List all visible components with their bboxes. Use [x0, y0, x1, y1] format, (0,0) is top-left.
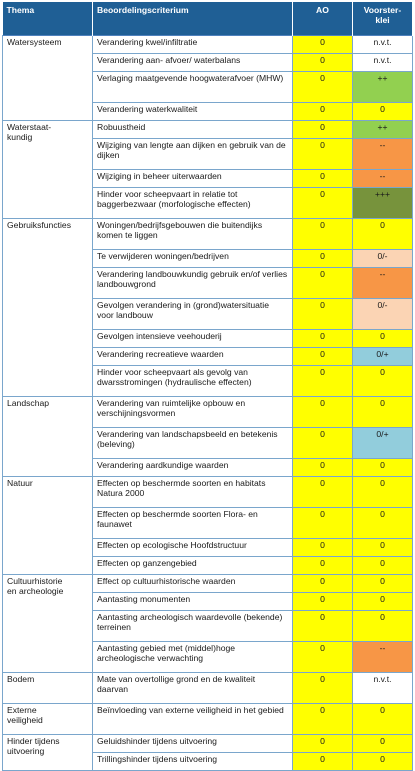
criterium-cell: Verandering landbouwkundig gebruik en/of verlies landbouwgrond [93, 268, 293, 299]
voorsterklei-score-cell: +++ [353, 188, 413, 219]
criterium-cell: Effecten op beschermde soorten Flora- en faunawet [93, 508, 293, 539]
ao-score-cell: 0 [293, 348, 353, 366]
criterium-cell: Robuustheid [93, 121, 293, 139]
theme-cell: Cultuurhistorie en archeologie [3, 575, 93, 673]
table-row [3, 575, 413, 593]
table-row [3, 36, 413, 54]
voorsterklei-score-cell: 0 [353, 397, 413, 428]
voorsterklei-score-cell: 0 [353, 508, 413, 539]
voorsterklei-score-cell: 0 [353, 477, 413, 508]
voorsterklei-score-cell: 0 [353, 611, 413, 642]
criterium-cell: Aantasting monumenten [93, 593, 293, 611]
table-row [3, 219, 413, 250]
criterium-cell: Verandering van landschapsbeeld en betekenis (beleving) [93, 428, 293, 459]
ao-score-cell: 0 [293, 575, 353, 593]
table-body [3, 36, 413, 771]
criterium-cell: Aantasting gebied met (middel)hoge archeologische verwachting [93, 642, 293, 673]
theme-cell: Landschap [3, 397, 93, 477]
criterium-cell: Mate van overtollige grond en de kwaliteit daarvan [93, 673, 293, 704]
ao-score-cell: 0 [293, 330, 353, 348]
ao-score-cell: 0 [293, 103, 353, 121]
table-row [3, 673, 413, 704]
ao-score-cell: 0 [293, 753, 353, 771]
table-row [3, 397, 413, 428]
criterium-cell: Gevolgen intensieve veehouderij [93, 330, 293, 348]
voorsterklei-score-cell: 0 [353, 575, 413, 593]
ao-score-cell: 0 [293, 170, 353, 188]
ao-score-cell: 0 [293, 508, 353, 539]
voorsterklei-score-cell: ++ [353, 121, 413, 139]
criterium-cell: Verlaging maatgevende hoogwaterafvoer (MHW) [93, 72, 293, 103]
voorsterklei-score-cell: 0 [353, 704, 413, 735]
criterium-cell: Effecten op ecologische Hoofdstructuur [93, 539, 293, 557]
ao-score-cell: 0 [293, 459, 353, 477]
voorsterklei-score-cell: 0 [353, 753, 413, 771]
criterium-cell: Effecten op ganzengebied [93, 557, 293, 575]
criterium-cell: Verandering van ruimtelijke opbouw en verschijningsvormen [93, 397, 293, 428]
voorsterklei-score-cell: -- [353, 268, 413, 299]
voorsterklei-score-cell: 0/+ [353, 428, 413, 459]
voorsterklei-score-cell: -- [353, 642, 413, 673]
ao-score-cell: 0 [293, 557, 353, 575]
table-row [3, 121, 413, 139]
table-header-row [3, 2, 413, 36]
criterium-cell: Effecten op beschermde soorten en habitats Natura 2000 [93, 477, 293, 508]
criterium-cell: Verandering waterkwaliteit [93, 103, 293, 121]
header-voorsterklei: Voorster- klei [353, 2, 413, 36]
assessment-table [2, 2, 413, 771]
criterium-cell: Verandering kwel/infiltratie [93, 36, 293, 54]
criterium-cell: Hinder voor scheepvaart in relatie tot baggerbezwaar (morfologische effecten) [93, 188, 293, 219]
ao-score-cell: 0 [293, 36, 353, 54]
criterium-cell: Trillingshinder tijdens uitvoering [93, 753, 293, 771]
criterium-cell: Verandering aardkundige waarden [93, 459, 293, 477]
voorsterklei-score-cell: 0 [353, 330, 413, 348]
voorsterklei-score-cell: 0 [353, 103, 413, 121]
voorsterklei-score-cell: n.v.t. [353, 54, 413, 72]
ao-score-cell: 0 [293, 539, 353, 557]
voorsterklei-score-cell: 0/- [353, 250, 413, 268]
ao-score-cell: 0 [293, 642, 353, 673]
ao-score-cell: 0 [293, 397, 353, 428]
ao-score-cell: 0 [293, 611, 353, 642]
voorsterklei-score-cell: 0 [353, 366, 413, 397]
ao-score-cell: 0 [293, 250, 353, 268]
table-row [3, 735, 413, 753]
table-row [3, 704, 413, 735]
theme-cell: Watersysteem [3, 36, 93, 121]
ao-score-cell: 0 [293, 735, 353, 753]
ao-score-cell: 0 [293, 54, 353, 72]
voorsterklei-score-cell: n.v.t. [353, 673, 413, 704]
ao-score-cell: 0 [293, 139, 353, 170]
voorsterklei-score-cell: 0 [353, 557, 413, 575]
theme-cell: Natuur [3, 477, 93, 575]
criterium-cell: Geluidshinder tijdens uitvoering [93, 735, 293, 753]
theme-cell: Bodem [3, 673, 93, 704]
ao-score-cell: 0 [293, 428, 353, 459]
voorsterklei-score-cell: 0 [353, 539, 413, 557]
criterium-cell: Verandering aan- afvoer/ waterbalans [93, 54, 293, 72]
theme-cell: Hinder tijdens uitvoering [3, 735, 93, 771]
criterium-cell: Gevolgen verandering in (grond)watersituatie voor landbouw [93, 299, 293, 330]
ao-score-cell: 0 [293, 72, 353, 103]
ao-score-cell: 0 [293, 188, 353, 219]
criterium-cell: Aantasting archeologisch waardevolle (bekende) terreinen [93, 611, 293, 642]
criterium-cell: Woningen/bedrijfsgebouwen die buitendijks komen te liggen [93, 219, 293, 250]
ao-score-cell: 0 [293, 673, 353, 704]
ao-score-cell: 0 [293, 121, 353, 139]
criterium-cell: Hinder voor scheepvaart als gevolg van dwarsstromingen (hydraulische effecten) [93, 366, 293, 397]
header-ao: AO [293, 2, 353, 36]
voorsterklei-score-cell: n.v.t. [353, 36, 413, 54]
voorsterklei-score-cell: 0 [353, 219, 413, 250]
criterium-cell: Verandering recreatieve waarden [93, 348, 293, 366]
voorsterklei-score-cell: ++ [353, 72, 413, 103]
voorsterklei-score-cell: -- [353, 139, 413, 170]
theme-cell: Externe veiligheid [3, 704, 93, 735]
ao-score-cell: 0 [293, 366, 353, 397]
criterium-cell: Te verwijderen woningen/bedrijven [93, 250, 293, 268]
ao-score-cell: 0 [293, 299, 353, 330]
ao-score-cell: 0 [293, 268, 353, 299]
header-thema: Thema [3, 2, 93, 36]
voorsterklei-score-cell: 0 [353, 735, 413, 753]
criterium-cell: Effect op cultuurhistorische waarden [93, 575, 293, 593]
theme-cell: Gebruiksfuncties [3, 219, 93, 397]
assessment-table-wrapper [2, 2, 412, 771]
criterium-cell: Wijziging in beheer uiterwaarden [93, 170, 293, 188]
voorsterklei-score-cell: 0/+ [353, 348, 413, 366]
ao-score-cell: 0 [293, 704, 353, 735]
ao-score-cell: 0 [293, 593, 353, 611]
ao-score-cell: 0 [293, 477, 353, 508]
theme-cell: Waterstaat- kundig [3, 121, 93, 219]
voorsterklei-score-cell: -- [353, 170, 413, 188]
criterium-cell: Wijziging van lengte aan dijken en gebruik van de dijken [93, 139, 293, 170]
voorsterklei-score-cell: 0 [353, 593, 413, 611]
header-criterium: Beoordelingscriterium [93, 2, 293, 36]
voorsterklei-score-cell: 0/- [353, 299, 413, 330]
criterium-cell: Beïnvloeding van externe veiligheid in het gebied [93, 704, 293, 735]
table-row [3, 477, 413, 508]
ao-score-cell: 0 [293, 219, 353, 250]
voorsterklei-score-cell: 0 [353, 459, 413, 477]
